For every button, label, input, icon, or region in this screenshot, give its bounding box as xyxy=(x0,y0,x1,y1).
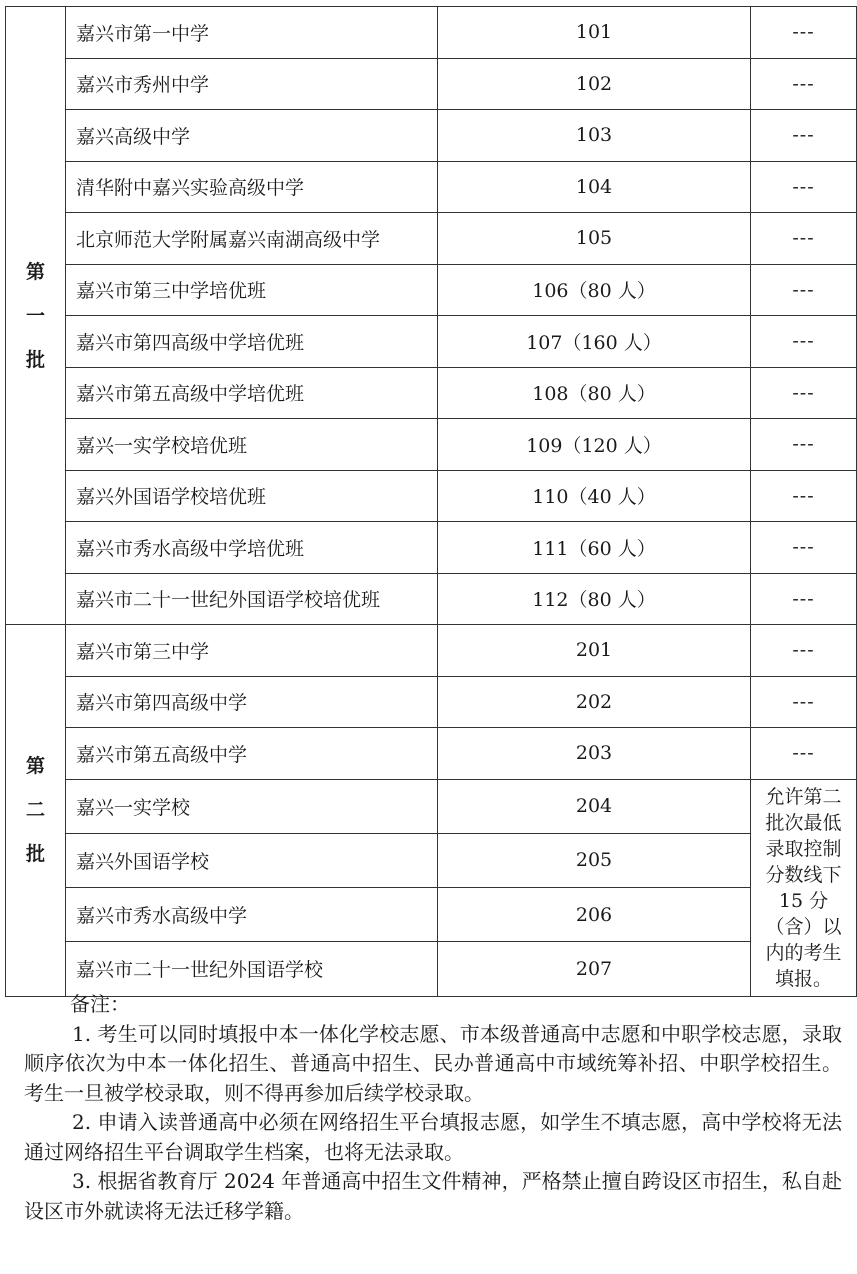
note-cell: --- xyxy=(751,676,857,728)
school-name: 嘉兴市第五高级中学 xyxy=(66,728,438,780)
school-code: 204 xyxy=(438,779,751,833)
school-name: 嘉兴市二十一世纪外国语学校培优班 xyxy=(66,573,438,625)
school-code: 105 xyxy=(438,213,751,265)
school-code: 207 xyxy=(438,942,751,996)
note-cell: --- xyxy=(751,470,857,522)
school-name: 北京师范大学附属嘉兴南湖高级中学 xyxy=(66,213,438,265)
remark-item-3: 3. 根据省教育厅 2024 年普通高中招生文件精神，严格禁止擅自跨设区市招生，私自赴设区市外就读将无法迁移学籍。 xyxy=(24,1169,842,1223)
school-name: 嘉兴外国语学校培优班 xyxy=(66,470,438,522)
school-name: 嘉兴市第五高级中学培优班 xyxy=(66,367,438,419)
note-cell: --- xyxy=(751,419,857,471)
school-code: 102 xyxy=(438,58,751,110)
table-row xyxy=(6,161,857,213)
table-row xyxy=(6,470,857,522)
school-code: 201 xyxy=(438,625,751,677)
note-cell: --- xyxy=(751,264,857,316)
batch-label xyxy=(6,7,66,625)
school-code: 106（80 人） xyxy=(438,264,751,316)
school-code: 203 xyxy=(438,728,751,780)
school-name: 嘉兴市第三中学培优班 xyxy=(66,264,438,316)
table-row xyxy=(6,888,857,942)
table-row xyxy=(6,58,857,110)
school-name: 嘉兴市秀州中学 xyxy=(66,58,438,110)
school-name: 清华附中嘉兴实验高级中学 xyxy=(66,161,438,213)
table-row xyxy=(6,833,857,887)
school-name: 嘉兴市第一中学 xyxy=(66,7,438,59)
school-name: 嘉兴市秀水高级中学培优班 xyxy=(66,522,438,574)
table-row xyxy=(6,110,857,162)
table-row xyxy=(6,573,857,625)
table-row xyxy=(6,522,857,574)
batch-label xyxy=(6,625,66,997)
batch-label-char: 第 xyxy=(25,260,45,283)
remarks-title: 备注： xyxy=(70,992,130,1016)
batch-label-char: 批 xyxy=(25,348,45,371)
school-code: 110（40 人） xyxy=(438,470,751,522)
school-code: 103 xyxy=(438,110,751,162)
school-code: 109（120 人） xyxy=(438,419,751,471)
school-code: 108（80 人） xyxy=(438,367,751,419)
school-name: 嘉兴外国语学校 xyxy=(66,833,438,887)
table-row xyxy=(6,779,857,833)
school-code: 104 xyxy=(438,161,751,213)
remarks-section xyxy=(24,990,842,1226)
table-row xyxy=(6,625,857,677)
school-name: 嘉兴市第四高级中学培优班 xyxy=(66,316,438,368)
merged-note-cell: 允许第二批次最低录取控制分数线下 15 分（含）以内的考生填报。 xyxy=(751,779,857,996)
note-cell: --- xyxy=(751,367,857,419)
school-code: 111（60 人） xyxy=(438,522,751,574)
table-row xyxy=(6,264,857,316)
table-row xyxy=(6,728,857,780)
school-code: 206 xyxy=(438,888,751,942)
school-name: 嘉兴一实学校培优班 xyxy=(66,419,438,471)
school-code: 205 xyxy=(438,833,751,887)
table-row xyxy=(6,367,857,419)
school-code: 101 xyxy=(438,7,751,59)
school-code: 107（160 人） xyxy=(438,316,751,368)
note-cell: --- xyxy=(751,522,857,574)
school-name: 嘉兴市二十一世纪外国语学校 xyxy=(66,942,438,996)
batch-label-char: 批 xyxy=(25,843,45,866)
school-name: 嘉兴市第三中学 xyxy=(66,625,438,677)
note-cell: --- xyxy=(751,110,857,162)
batch-label-char: 第 xyxy=(25,755,45,778)
school-name: 嘉兴市第四高级中学 xyxy=(66,676,438,728)
note-cell: --- xyxy=(751,213,857,265)
school-code: 202 xyxy=(438,676,751,728)
note-cell: --- xyxy=(751,7,857,59)
remark-item-2: 2. 申请入读普通高中必须在网络招生平台填报志愿，如学生不填志愿，高中学校将无法通过网络招生平台调取学生档案，也将无法录取。 xyxy=(24,1110,842,1164)
admission-table-body xyxy=(6,7,857,997)
school-code: 112（80 人） xyxy=(438,573,751,625)
note-cell: --- xyxy=(751,573,857,625)
school-name: 嘉兴市秀水高级中学 xyxy=(66,888,438,942)
admission-table xyxy=(5,6,857,997)
table-row xyxy=(6,316,857,368)
batch-label-char: 一 xyxy=(25,304,45,327)
note-cell: --- xyxy=(751,625,857,677)
table-row xyxy=(6,7,857,59)
note-cell: --- xyxy=(751,161,857,213)
note-cell: --- xyxy=(751,58,857,110)
table-row xyxy=(6,419,857,471)
school-name: 嘉兴高级中学 xyxy=(66,110,438,162)
table-row xyxy=(6,213,857,265)
note-cell: --- xyxy=(751,316,857,368)
table-row xyxy=(6,942,857,996)
school-name: 嘉兴一实学校 xyxy=(66,779,438,833)
batch-label-char: 二 xyxy=(25,799,45,822)
remark-item-1: 1. 考生可以同时填报中本一体化学校志愿、市本级普通高中志愿和中职学校志愿，录取顺序依次为中本一体化招生、普通高中招生、民办普通高中市域统筹补招、中职学校招生。考生一旦被学校录取，则不得再参加后续学校录取。 xyxy=(24,1021,842,1105)
note-cell: --- xyxy=(751,728,857,780)
table-row xyxy=(6,676,857,728)
